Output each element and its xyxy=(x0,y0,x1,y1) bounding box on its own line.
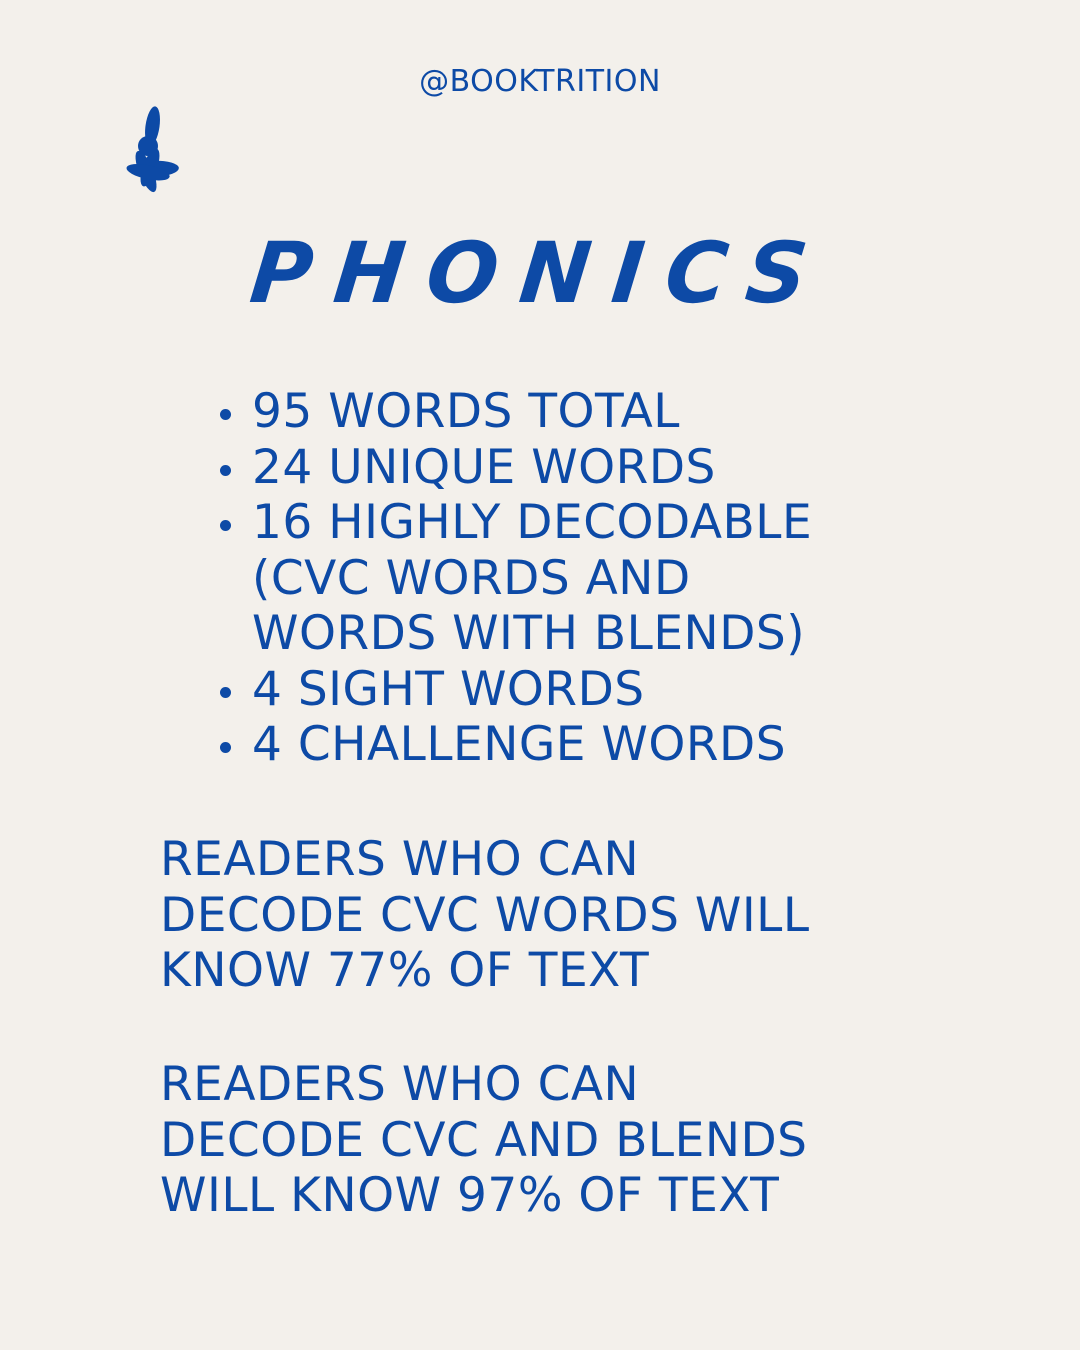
list-item-text: (CVC WORDS AND xyxy=(252,550,691,606)
list-item-text: 16 HIGHLY DECODABLE xyxy=(252,495,813,550)
list-item-text: 24 UNIQUE WORDS xyxy=(252,439,716,495)
paragraph-line: DECODE CVC WORDS WILL xyxy=(160,887,810,943)
list-item xyxy=(212,717,972,773)
list-item-text: 95 WORDS TOTAL xyxy=(252,384,680,439)
list-item xyxy=(212,495,972,662)
stats-list xyxy=(212,384,972,773)
bullet-dot-icon xyxy=(220,520,231,531)
paragraph-cvc xyxy=(160,832,1020,999)
paragraph-line: READERS WHO CAN xyxy=(160,1057,640,1112)
handle-text: @BOOKTRITION xyxy=(419,64,661,99)
bullet-dot-icon xyxy=(220,465,231,476)
paragraph-blends xyxy=(160,1057,1020,1224)
bullet-dot-icon xyxy=(220,742,231,753)
asterisk-flower-icon xyxy=(92,104,202,204)
page-title: PHONICS xyxy=(245,224,835,322)
list-item-text: 4 CHALLENGE WORDS xyxy=(252,717,787,772)
list-item xyxy=(212,384,972,440)
paragraph-line: KNOW 77% OF TEXT xyxy=(160,943,650,998)
bullet-dot-icon xyxy=(220,409,231,420)
paragraph-line: WILL KNOW 97% OF TEXT xyxy=(160,1168,780,1223)
paragraph-line: READERS WHO CAN xyxy=(160,832,640,887)
paragraph-line: DECODE CVC AND BLENDS xyxy=(160,1112,808,1168)
list-item-text: WORDS WITH BLENDS) xyxy=(252,606,806,661)
list-item xyxy=(212,440,972,496)
bullet-dot-icon xyxy=(220,687,231,698)
list-item xyxy=(212,662,972,718)
list-item-text: 4 SIGHT WORDS xyxy=(252,661,645,717)
